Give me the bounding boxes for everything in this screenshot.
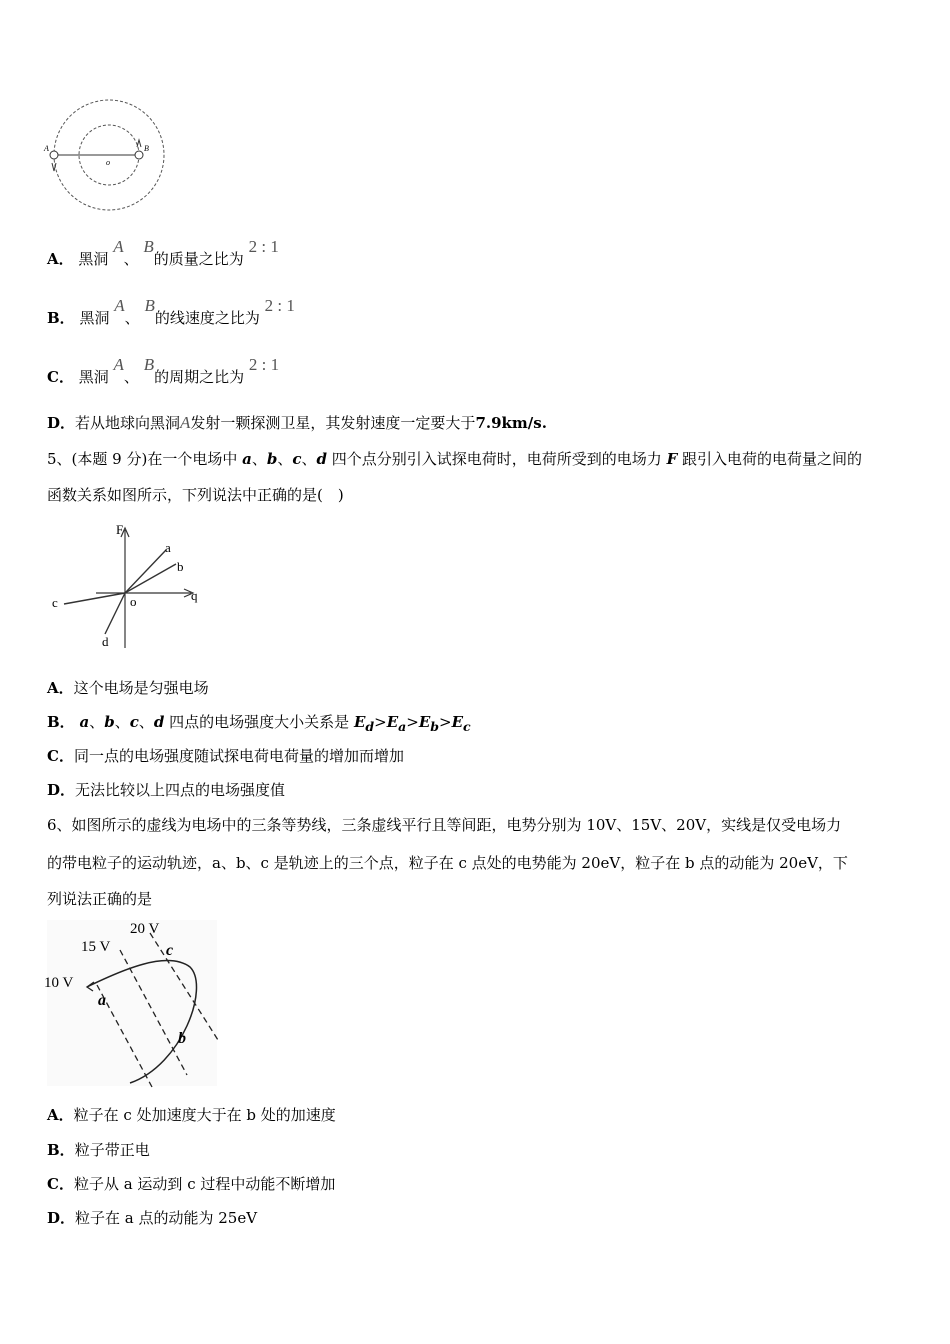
q6-option-a: A．粒子在 c 处加速度大于在 b 处的加速度 <box>47 1106 336 1124</box>
label-o: o <box>106 158 110 167</box>
figure-background <box>47 920 217 1086</box>
label-a: a <box>98 992 106 1009</box>
q4-option-b: B． 黑洞 A、 B的线速度之比为 2 : 1 <box>47 296 295 327</box>
q6-option-d: D．粒子在 a 点的动能为 25eV <box>47 1209 258 1227</box>
label-d: d <box>102 634 109 649</box>
label-c: c <box>52 595 58 610</box>
line-a <box>125 550 166 593</box>
q4-option-a: A． 黑洞 A、 B的质量之比为 2 : 1 <box>47 237 279 268</box>
q6-stem-line2: 的带电粒子的运动轨迹，a、b、c 是轨迹上的三个点，粒子在 c 点处的电势能为 20eV，粒子在 b 点的动能为 20eV，下 <box>47 854 848 872</box>
label-a: A <box>44 144 49 153</box>
q4-option-d: D．若从地球向黑洞A发射一颗探测卫星，其发射速度一定要大于7.9km/s. <box>47 413 547 432</box>
equipotential-figure <box>42 915 222 1090</box>
label-a: a <box>165 540 171 555</box>
q5-option-d: D．无法比较以上四点的电场强度值 <box>47 781 286 799</box>
black-hole-b <box>135 151 143 159</box>
label-c: c <box>166 942 174 959</box>
q5-option-b: B． a、b、c、d 四点的电场强度大小关系是 $E_d>E_a>E_b>E_c$ <box>47 713 471 734</box>
q5-stem-line2: 函数关系如图所示，下列说法中正确的是( ) <box>47 486 344 504</box>
arrow-b <box>137 140 141 147</box>
label-10v: 10 V <box>44 975 74 991</box>
fq-graph <box>48 520 218 655</box>
label-20v: 20 V <box>130 921 160 937</box>
label-15v: 15 V <box>81 939 111 955</box>
q5-option-a: A．这个电场是匀强电场 <box>47 679 209 697</box>
black-hole-a <box>50 151 58 159</box>
q5-option-c: C．同一点的电场强度随试探电荷电荷量的增加而增加 <box>47 747 404 765</box>
q4-option-c: C． 黑洞 A、 B的周期之比为 2 : 1 <box>47 355 280 386</box>
q5-stem-line1: 5、(本题 9 分)在一个电场中 a、b、c、d 四个点分别引入试探电荷时，电荷所受到的电场力 F 跟引入电荷的电荷量之间的 <box>47 450 863 468</box>
orbit-figure <box>40 95 175 215</box>
label-b: B <box>144 144 149 153</box>
line-b <box>125 564 176 593</box>
label-b: b <box>177 559 184 574</box>
label-q: q <box>191 588 198 603</box>
line-d <box>105 593 125 634</box>
q6-option-b: B．粒子带正电 <box>47 1141 150 1159</box>
arrow-a <box>52 163 56 171</box>
q6-stem-line3: 列说法正确的是 <box>47 890 153 908</box>
label-o: o <box>130 594 137 609</box>
q6-option-c: C．粒子从 a 运动到 c 过程中动能不断增加 <box>47 1175 336 1193</box>
label-b: b <box>178 1030 186 1047</box>
q6-stem-line1: 6、如图所示的虚线为电场中的三条等势线，三条虚线平行且等间距，电势分别为 10V、15V、20V，实线是仅受电场力 <box>47 816 842 834</box>
line-c <box>64 593 125 604</box>
label-f: F <box>116 522 124 537</box>
